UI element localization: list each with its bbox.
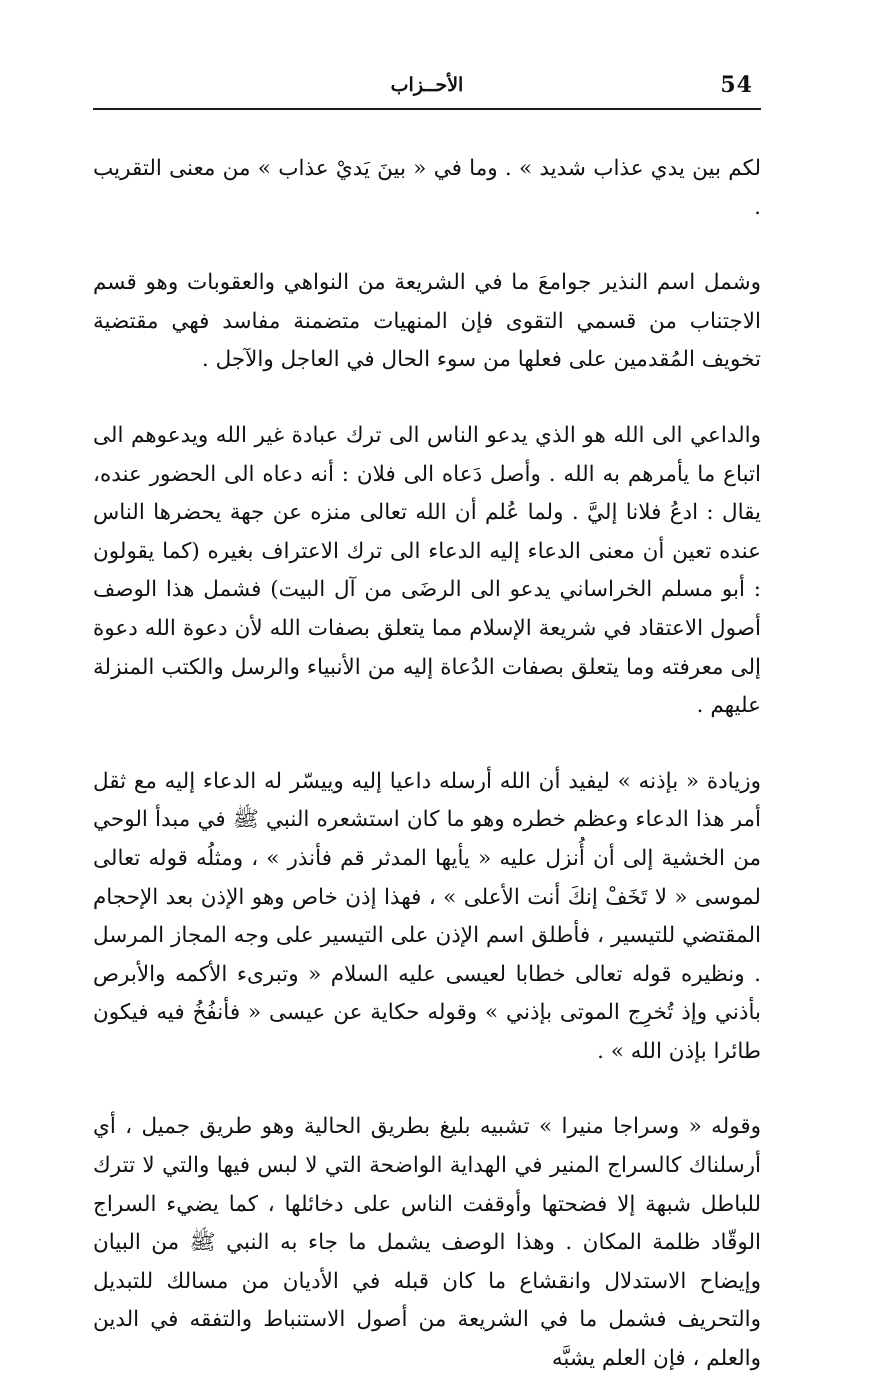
paragraph-5: وقوله « وسراجا منيرا » تشبيه بليغ بطريق الحالية وهو طريق جميل ، أي أرسلناك كالسراج المنير في الهداية الواضحة التي لا لبس فيها والتي لا تترك للباطل شبهة إلا فضحتها وأوقفت الناس على دخائلها ، كما يضيء السراج الوقّاد ظلمة المكان . وهذا الوصف يشمل ما جاء به النبي ﷺ من البيان وإيضاح الاستدلال وانقشاع ما كان قبله في الأديان من مسالك للتبديل والتحريف فشمل ما في الشريعة من أصول الاستنباط والتفقه في الدين والعلم ، فإن العلم يشبَّه — [93, 1114, 761, 1372]
paragraph-2: وشمل اسم النذير جوامعَ ما في الشريعة من النواهي والعقوبات وهو قسم الاجتناب من قسمي التقوى فإن المنهيات متضمنة مفاسد فهي مقتضية تخويف المُقدمين على فعلها من سوء الحال في العاجل والآجل . — [93, 270, 761, 373]
running-header — [93, 68, 761, 110]
body-text — [93, 150, 761, 1379]
paragraph-4: وزيادة « بإذنه » ليفيد أن الله أرسله داعيا إليه وييسّر له الدعاء إليه مع ثقل أمر هذا الدعاء وعظم خطره وهو ما كان استشعره النبي ﷺ في مبدأ الوحي من الخشية إلى أن أُنزل عليه « يأيها المدثر قم فأنذر » ، ومثلُه قوله تعالى لموسى « لا تَخَفْ إنكَ أنت الأعلى » ، فهذا إذن خاص وهو الإذن بعد الإحجام المقتضي للتيسير ، فأطلق اسم الإذن على التيسير على وجه المجاز المرسل . ونظيره قوله تعالى خطابا لعيسى عليه السلام « وتبرىء الأكمه والأبرص بأذني وإذ تُخرِج الموتى بإذني » وقوله حكاية عن عيسى « فأنفُخُ فيه فيكون طائرا بإذن الله » . — [93, 768, 761, 1064]
page-number: 54 — [720, 72, 753, 98]
paragraph-1: لكم بين يدي عذاب شديد » . وما في « بينَ يَديْ عذاب » من معنى التقريب . — [93, 156, 761, 220]
paragraph-3: والداعي الى الله هو الذي يدعو الناس الى ترك عبادة غير الله ويدعوهم الى اتباع ما يأمرهم به الله . وأصل دَعاه الى فلان : أنه دعاه الى الحضور عنده، يقال : ادعُ فلانا إليَّ . ولما عُلم أن الله تعالى منزه عن جهة يحضرها الناس عنده تعين أن معنى الدعاء إليه الدعاء الى ترك الاعتراف بغيره (كما يقولون : أبو مسلم الخراساني يدعو الى الرضَى من آل البيت) فشمل هذا الوصف أصول الاعتقاد في شريعة الإسلام مما يتعلق بصفات الله لأن دعوة الله دعوة إلى معرفته وما يتعلق بصفات الدُعاة إليه من الأنبياء والرسل والكتب المنزلة عليهم . — [93, 422, 761, 719]
chapter-title: الأحــزاب — [390, 74, 464, 96]
